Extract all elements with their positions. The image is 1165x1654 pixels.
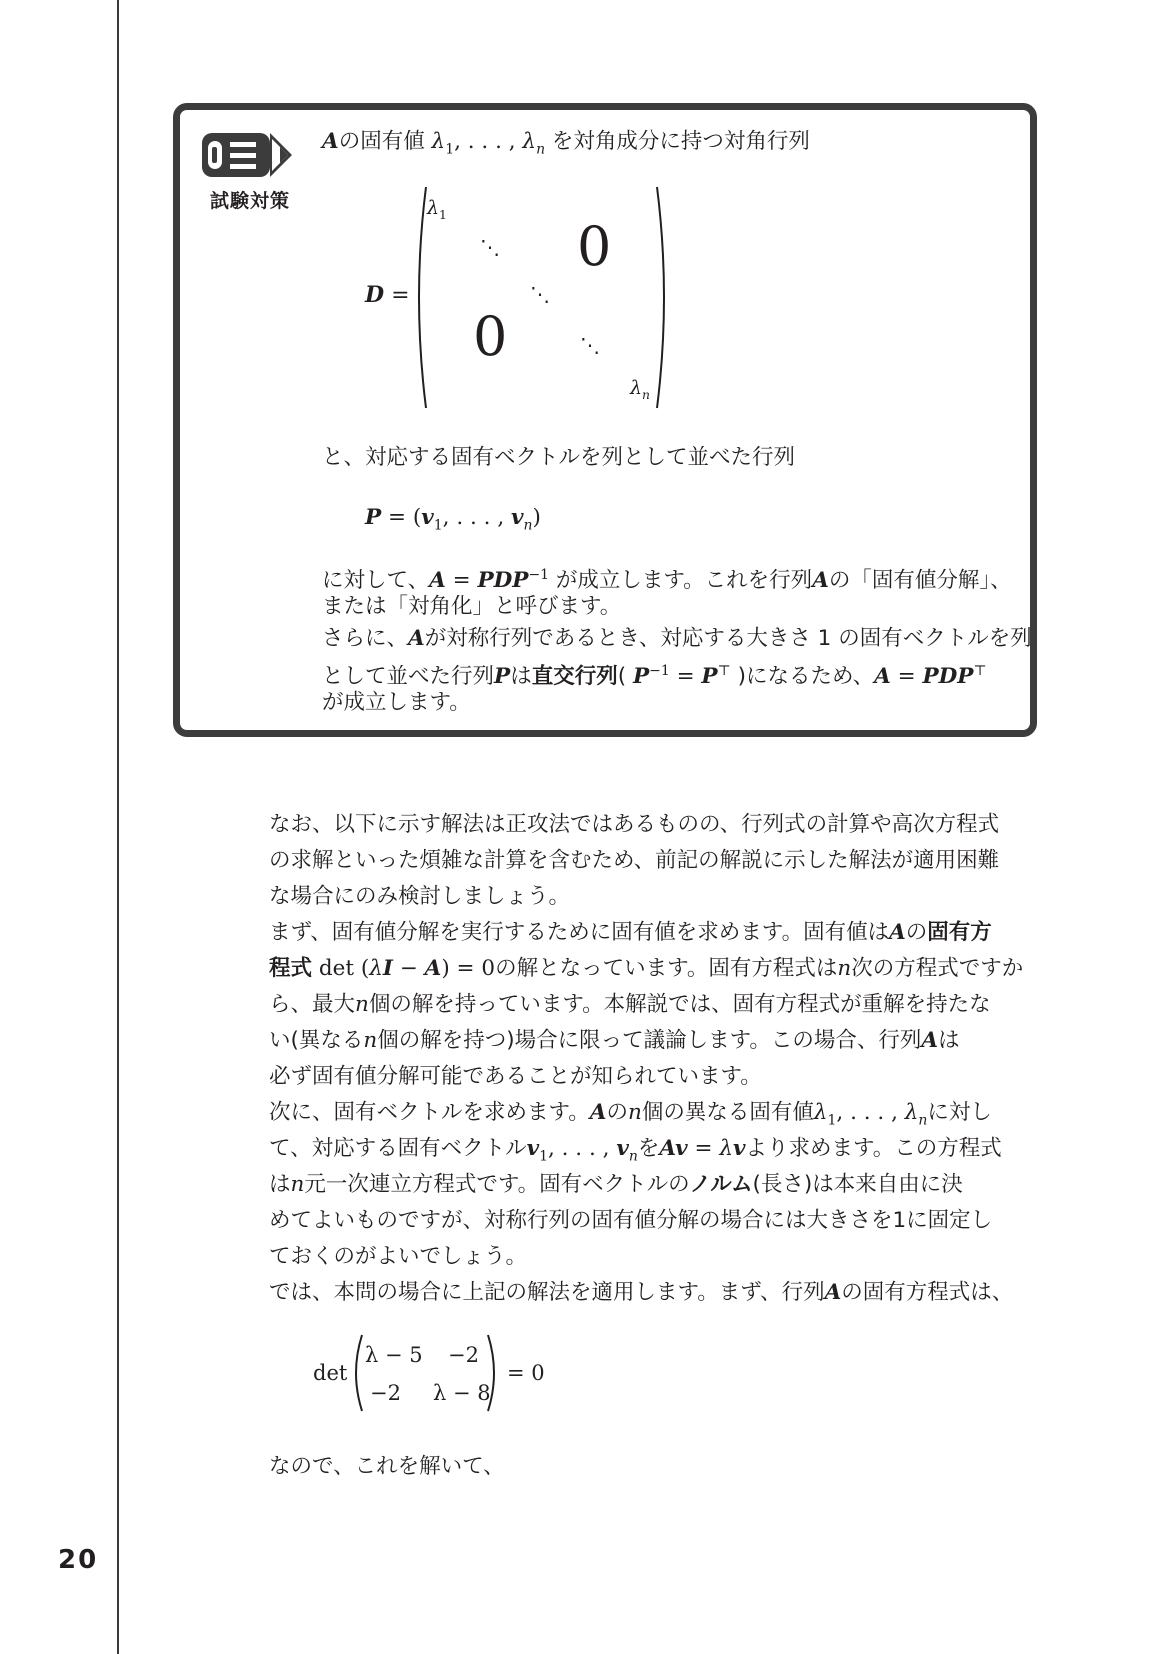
ddots-1: ⋱	[480, 235, 500, 259]
ddots-3: ⋱	[580, 333, 600, 357]
det-entry-21: −2	[370, 1381, 401, 1405]
p2-line-4: い(異なるn個の解を持つ)場合に限って議論します。この場合、行列Aは	[269, 1028, 960, 1053]
det-right-paren	[485, 1333, 501, 1413]
p1-line-2: の求解といった煩雑な計算を含むため、前記の解説に示した解法が適用困難	[269, 848, 1000, 873]
p1-line-3: な場合にのみ検討しましょう。	[269, 884, 571, 909]
box-line-5: が成立します。	[322, 690, 471, 715]
badge-label: 試験対策	[210, 190, 291, 212]
p2-line-3: ら、最大n個の解を持っています。本解説では、固有方程式が重解を持たな	[269, 992, 991, 1017]
p3-line-3: はn元一次連立方程式です。固有ベクトルのノルム(長さ)は本来自由に決	[269, 1172, 963, 1197]
zero-lower: 0	[473, 305, 508, 368]
det-entry-22: λ − 8	[433, 1381, 491, 1405]
matrix-entry-last: $\lambda_n$	[630, 377, 650, 402]
det-rhs: = 0	[507, 1361, 545, 1385]
det-entry-11: λ − 5	[365, 1343, 423, 1367]
box-after-matrix: と、対応する固有ベクトルを列として並べた行列	[322, 445, 796, 470]
det-label: det	[313, 1361, 348, 1385]
box-intro: Aの固有値 $\lambda_1$, . . . , $\lambda_n$ を対角成分に持つ対角行列	[322, 129, 810, 158]
box-line-1: に対して、$A = PDP^{-1}$ が成立します。これを行列Aの「固有値分解」、	[322, 567, 1012, 594]
diagonal-matrix: D = $\lambda_1$ ⋱ 0 ⋱ 0 ⋱ $\lambda_n$	[365, 185, 705, 410]
right-paren	[653, 185, 673, 410]
page-number: 20	[58, 1545, 99, 1575]
p3-line-1: 次に、固有ベクトルを求めます。Aのn個の異なる固有値$\lambda_1$, . . . , $\lambda_n$に対し	[269, 1100, 992, 1129]
p-equation: $P = (v_1$, . . . , $v_n$)	[365, 505, 541, 534]
p3-line-5: ておくのがよいでしょう。	[269, 1244, 528, 1269]
p2-line-2: 程式 det (λI − A) = 0の解となっています。固有方程式はn次の方程式ですか	[269, 956, 1024, 981]
box-line-2: または「対角化」と呼びます。	[322, 594, 622, 619]
zero-upper: 0	[577, 215, 612, 278]
ddots-2: ⋱	[530, 282, 550, 306]
characteristic-equation	[313, 1333, 573, 1413]
det-left-paren	[349, 1333, 365, 1413]
matrix-entry-first: $\lambda_1$	[427, 197, 447, 222]
p3-line-2: て、対応する固有ベクトル$v_1$, . . . , $v_n$をAv = λvより求めます。この方程式	[269, 1136, 1002, 1165]
det-entry-12: −2	[448, 1343, 479, 1367]
p2-line-5: 必ず固有値分解可能であることが知られています。	[269, 1064, 762, 1089]
pencil-icon	[200, 129, 296, 181]
box-line-3: さらに、Aが対称行列であるとき、対応する大きさ 1 の固有ベクトルを列	[322, 626, 1032, 651]
p1-line-1: なお、以下に示す解法は正攻法ではあるものの、行列式の計算や高次方程式	[269, 812, 1000, 837]
p5-line: なので、これを解いて、	[269, 1454, 505, 1479]
p3-line-4: めてよいものですが、対称行列の固有値分解の場合には大きさを1に固定し	[269, 1208, 993, 1233]
margin-rule	[117, 0, 119, 1654]
p2-line-1: まず、固有値分解を実行するために固有値を求めます。固有値はAの固有方	[269, 920, 992, 945]
box-line-4: として並べた行列Pは直交行列( $P^{-1} = P^⊤$ )になるため、A = PDP⊤	[322, 663, 987, 690]
p4-line: では、本問の場合に上記の解法を適用します。まず、行列Aの固有方程式は、	[269, 1280, 1014, 1305]
